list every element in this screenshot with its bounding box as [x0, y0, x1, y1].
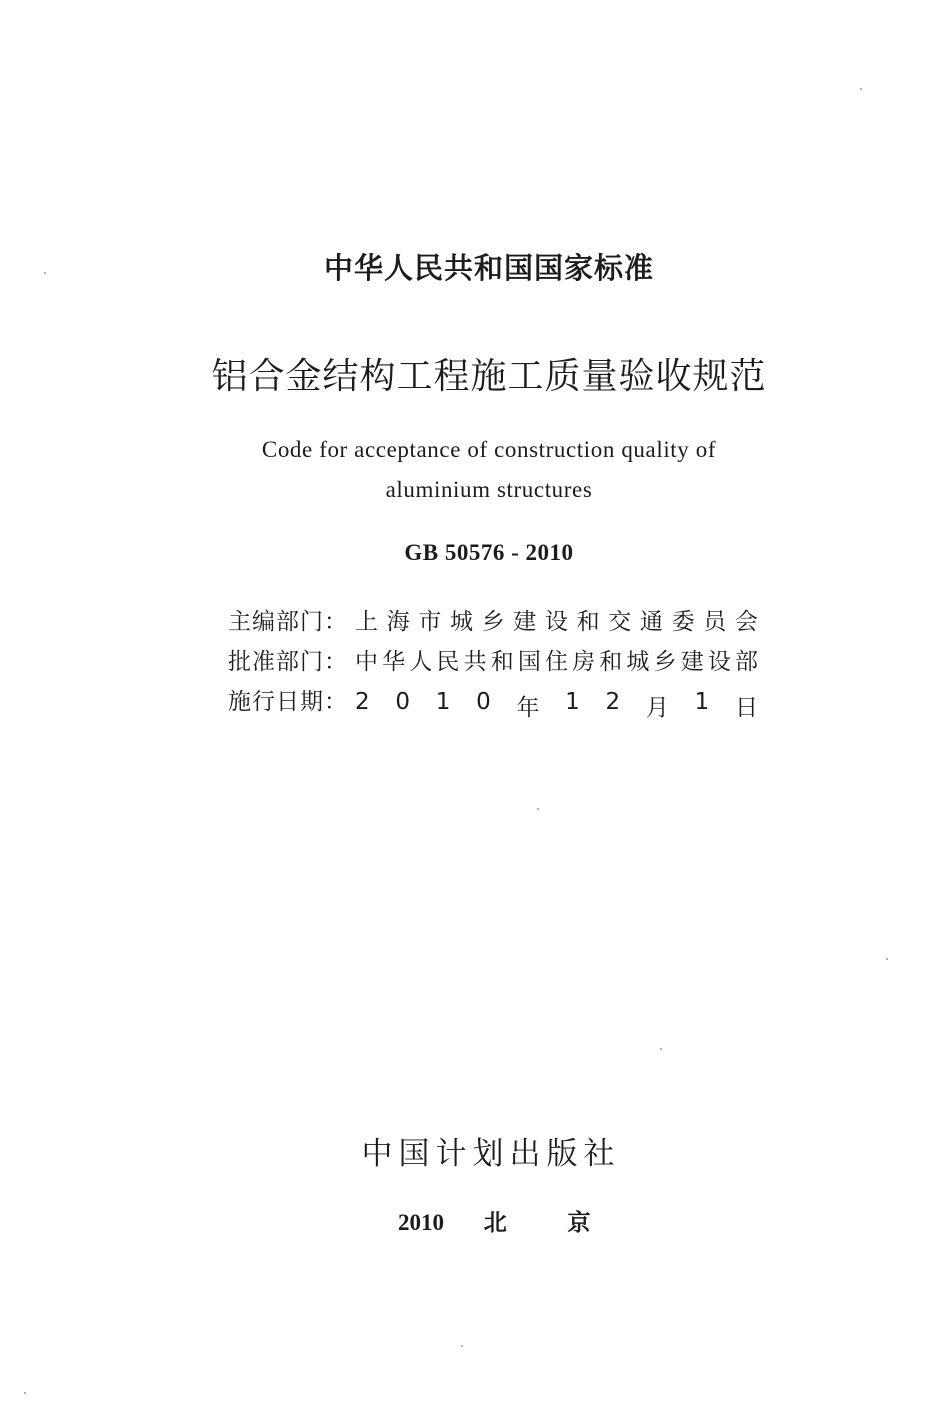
editor-char: 和 — [576, 609, 600, 635]
editor-label: 主编部门： — [228, 609, 348, 635]
editor-row — [228, 603, 758, 643]
date-char: 日 — [734, 695, 758, 721]
approver-char: 和 — [599, 649, 623, 675]
approver-char: 人 — [409, 649, 433, 675]
approver-char: 设 — [707, 649, 731, 675]
editor-char: 乡 — [481, 609, 505, 635]
national-standard-heading: 中华人民共和国国家标准 — [323, 251, 654, 285]
scan-speck — [660, 1048, 662, 1050]
publication-place-line — [398, 1204, 591, 1237]
date-char: 月 — [645, 695, 669, 721]
standard-code: GB 50576 - 2010 — [404, 540, 574, 565]
date-char: 1 — [565, 689, 580, 715]
editor-char: 设 — [544, 609, 568, 635]
approver-char: 部 — [734, 649, 758, 675]
approver-char: 华 — [382, 649, 406, 675]
approver-label: 批准部门： — [228, 649, 348, 675]
approver-char: 住 — [544, 649, 568, 675]
info-block — [228, 603, 758, 723]
editor-char: 通 — [639, 609, 663, 635]
editor-char: 会 — [734, 609, 758, 635]
scan-speck — [537, 808, 539, 810]
approver-char: 中 — [355, 649, 378, 675]
editor-char: 上 — [355, 609, 378, 635]
date-char: 0 — [395, 689, 410, 715]
editor-char: 员 — [703, 609, 727, 635]
editor-char: 建 — [513, 609, 537, 635]
approver-char: 建 — [680, 649, 704, 675]
date-char: 0 — [476, 689, 491, 715]
effective-date-row — [228, 683, 758, 723]
publication-city-part-1: 北 — [483, 1210, 507, 1236]
approver-char: 国 — [517, 649, 541, 675]
editor-char: 海 — [386, 609, 410, 635]
scan-speck — [24, 1392, 26, 1394]
approver-char: 乡 — [653, 649, 677, 675]
editor-char: 市 — [418, 609, 442, 635]
english-title — [14, 430, 950, 510]
approver-char: 共 — [463, 649, 487, 675]
editor-char: 委 — [671, 609, 695, 635]
date-char: 1 — [694, 689, 710, 715]
english-title-line-1: Code for acceptance of construction quality of — [261, 437, 717, 462]
editor-value — [355, 603, 758, 636]
approver-char: 和 — [490, 649, 514, 675]
date-char: 年 — [516, 695, 540, 721]
date-char: 1 — [435, 689, 451, 715]
editor-char: 交 — [608, 609, 632, 635]
approver-char: 城 — [626, 649, 650, 675]
scan-speck — [886, 958, 888, 960]
effective-date-value — [355, 689, 758, 722]
scan-speck — [461, 1345, 463, 1347]
date-char: 2 — [605, 689, 621, 715]
approver-row — [228, 643, 758, 683]
publication-city-part-2: 京 — [567, 1210, 591, 1236]
english-title-line-2: aluminium structures — [385, 477, 593, 502]
approver-value — [355, 643, 758, 676]
chinese-title: 铝合金结构工程施工质量验收规范 — [211, 356, 767, 397]
approver-char: 房 — [572, 649, 596, 675]
effective-date-label: 施行日期： — [228, 689, 348, 715]
publisher-name: 中国计划出版社 — [361, 1136, 621, 1172]
editor-char: 城 — [449, 609, 473, 635]
publication-year: 2010 — [398, 1210, 444, 1235]
scan-speck — [860, 88, 862, 90]
date-char: 2 — [355, 689, 370, 715]
approver-char: 民 — [436, 649, 460, 675]
scan-speck — [44, 272, 46, 274]
